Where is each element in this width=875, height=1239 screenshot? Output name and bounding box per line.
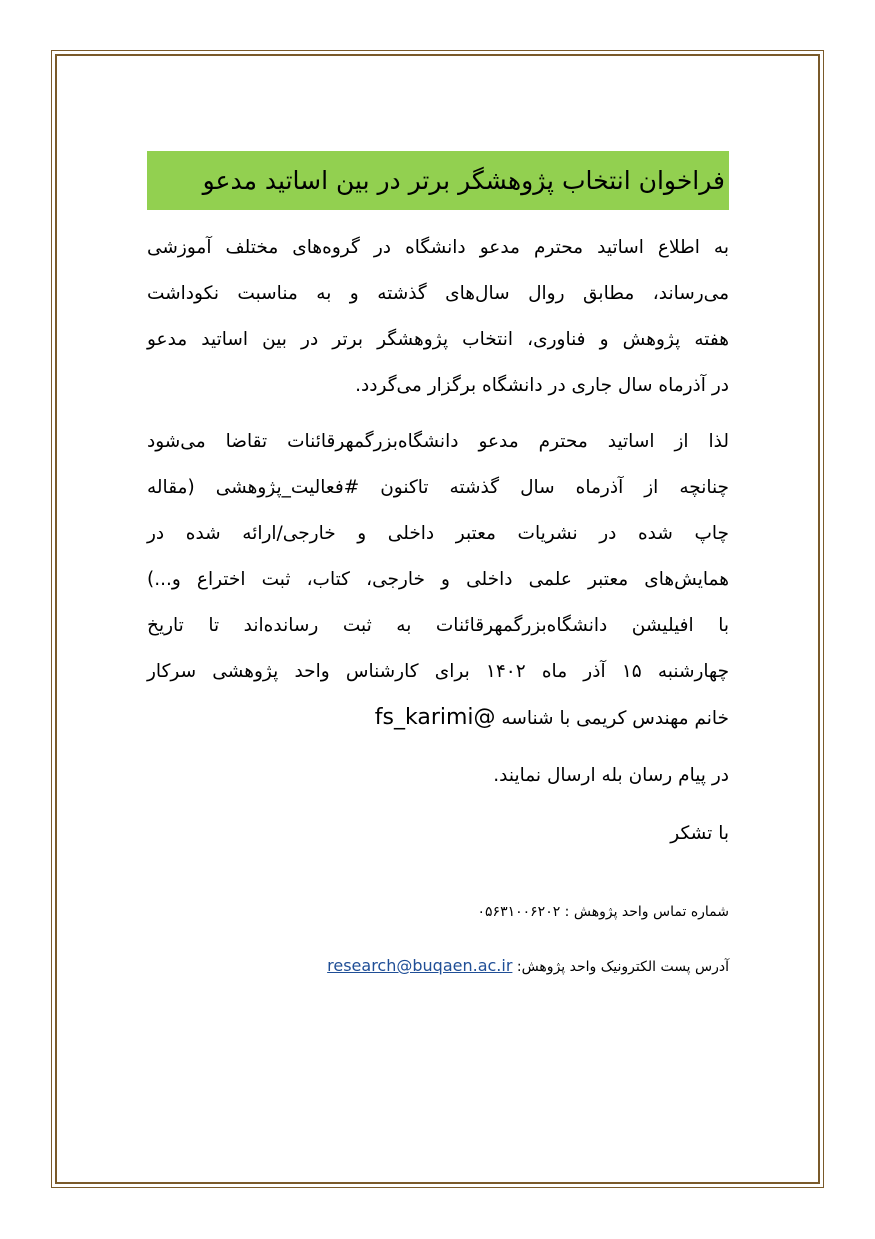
paragraph-thanks	[147, 811, 729, 857]
page-title: فراخوان انتخاب پژوهشگر برتر در بین اساتید مدعو	[202, 166, 725, 195]
text-line: به اطلاع اساتید محترم مدعو دانشگاه در گروه‌های مختلف آموزشی	[147, 237, 729, 258]
thanks-text: با تشکر	[670, 823, 729, 844]
text-line: چنانچه از آذرماه سال گذشته تاکنون #فعالیت_پژوهشی (مقاله	[147, 477, 729, 498]
text-line: با افیلیشن دانشگاه‌بزرگمهرقائنات به ثبت رسانده‌اند تا تاریخ	[147, 615, 729, 636]
paragraph-intro	[147, 225, 729, 409]
title-banner	[147, 151, 729, 210]
email-link[interactable]: research@buqaen.ac.ir	[327, 956, 513, 975]
text-line: هفته پژوهش و فناوری، انتخاب پژوهشگر برتر در بین اساتید مدعو	[147, 329, 729, 350]
handle-prefix: خانم مهندس کریمی با شناسه	[501, 708, 729, 729]
text-line	[147, 695, 729, 741]
text-line: چاپ شده در نشریات معتبر داخلی و خارجی/ارائه شده در	[147, 523, 729, 544]
contact-phone: شماره تماس واحد پژوهش : ۰۵۶۳۱۰۰۶۲۰۲	[477, 904, 729, 920]
text-line: چهارشنبه ۱۵ آذر ماه ۱۴۰۲ برای کارشناس واحد پژوهشی سرکار	[147, 661, 730, 682]
messenger-handle: fs_karimi@	[374, 705, 496, 730]
paragraph-request	[147, 419, 729, 741]
contact-email	[327, 956, 729, 975]
text-line: لذا از اساتید محترم مدعو دانشگاه‌بزرگمهرقائنات تقاضا می‌شود	[147, 431, 729, 452]
paragraph-send	[147, 753, 729, 799]
announcement-body	[147, 225, 729, 857]
text-line: در پیام رسان بله ارسال نمایند.	[493, 765, 729, 786]
text-line: در آذرماه سال جاری در دانشگاه برگزار می‌گردد.	[355, 375, 729, 396]
text-line: می‌رساند، مطابق روال سال‌های گذشته و به مناسبت نکوداشت	[147, 283, 729, 304]
email-label: آدرس پست الکترونیک واحد پژوهش:	[516, 959, 729, 975]
text-line: همایش‌های معتبر علمی داخلی و خارجی، کتاب، ثبت اختراع و...)	[147, 569, 729, 590]
